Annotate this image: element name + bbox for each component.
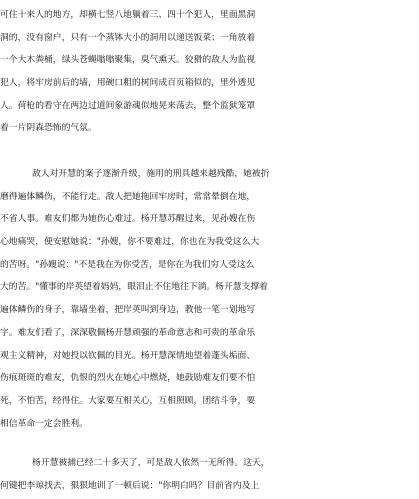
text-line: 一个大木粪桶，绿头苍蝇嗡嗡聚集，臭气熏天。狡猾的敌人为监视 [0,55,256,66]
text-line: 洞的，没有窗户，只有一个蒸钵大小的洞用以递送饭菜；一角放着 [0,32,256,43]
text-line: 观主义精神，对她投以钦佩的目光。杨开慧深情地望着蓬头垢面、 [0,350,256,361]
text-line: 心地痛哭，便安慰她说："孙嫂，你不要难过，你也在为我受这么大 [0,237,260,248]
text-line: 何键把李琼找去，狠狠地训了一顿后说："你明白吗？目前省内及上 [0,480,260,491]
paragraph-prison-description [0,4,419,140]
text-line: 大的苦。"懂事的岸英望着妈妈，眼泪止不住地往下淌。杨开慧支撑着 [0,282,268,293]
text-line: 的苦呀。"孙嫂说："不是我在为你受苦，是你在为我们穷人受这么 [0,259,255,270]
text-line: 不省人事。难友们都为她伤心难过。杨开慧苏醒过来，见孙嫂在伤 [0,214,256,225]
text-line: 字。难友们看了，深深敬佩杨开慧顽强的革命意志和可贵的革命乐 [0,327,256,338]
text-line: 敌人对开慧的案子逐渐升级，施用的刑具越来越残酷，她被折 [32,169,270,179]
text-line: 人。荷枪的看守在两边过道间象游魂似地晃来荡去，整个监狱笼罩 [0,100,256,111]
text-line: 着一片阴森恐怖的气氛。 [0,123,97,134]
text-line: 杨开慧被捕已经二十多天了，可是敌人依然一无所得。这天， [32,458,270,468]
text-line: 磨得遍体鳞伤，不能行走。敌人把她拖回牢房时，常常晕倒在地， [0,191,256,202]
text-line: 可住十来人的地方，却横七竖八地躺着三、四十个犯人，里面黑洞 [0,10,256,20]
text-line: 遍体鳞伤的身子，靠墙坐着，把岸英叫到身边，教他一笔一划地写 [0,305,256,316]
paragraph-torture-and-encouragement [0,163,419,435]
paragraph-arrest-twenty-days [0,452,419,497]
text-line: 相信革命一定会胜利。 [0,418,88,429]
text-line: 犯人，将牢房前后的墙，用碗口粗的树间成百页箱似的，里外透见 [0,78,256,89]
text-line: 伤痕斑斑的难友，仇恨的烈火在她心中燃烧，她鼓励难友们要不怕 [0,373,256,384]
text-line: 死，不怕苦，经得住。大家要互相关心，互相照顾，团结斗争，要 [0,395,256,406]
